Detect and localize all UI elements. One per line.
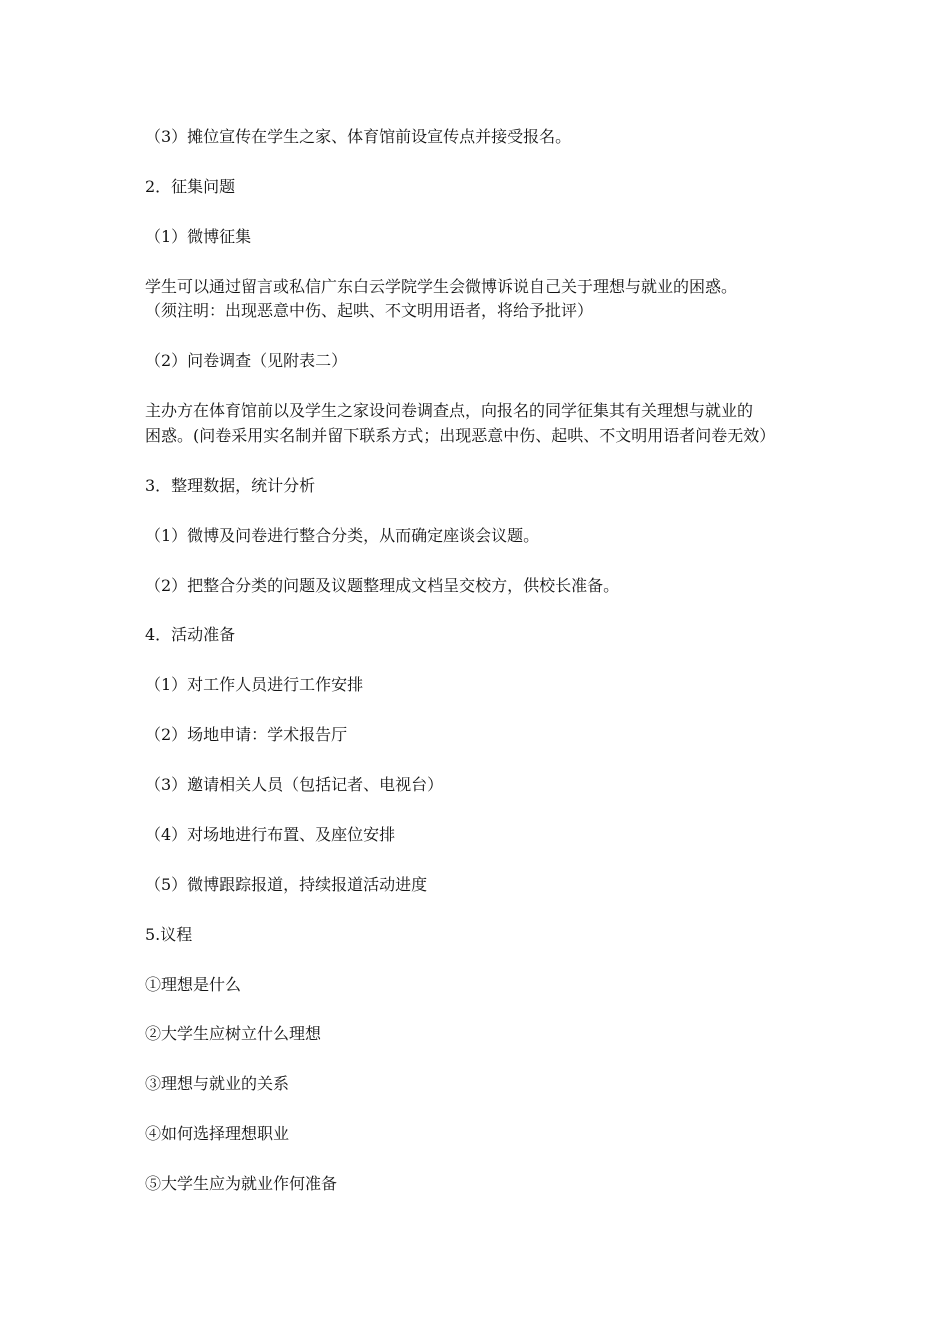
- list-item-venue-application: （2）场地申请：学术报告厅: [145, 725, 348, 744]
- heading-activity-preparation: 4．活动准备: [145, 625, 236, 644]
- paragraph-questionnaire-line2: 困惑。(问卷采用实名制并留下联系方式；出现恶意中伤、起哄、不文明用语者问卷无效）: [145, 426, 776, 445]
- agenda-item-3: ③理想与就业的关系: [145, 1074, 290, 1093]
- agenda-item-4: ④如何选择理想职业: [145, 1124, 290, 1143]
- list-item-venue-layout: （4）对场地进行布置、及座位安排: [145, 825, 396, 844]
- list-item-submit-documents: （2）把整合分类的问题及议题整理成文档呈交校方，供校长准备。: [145, 576, 620, 595]
- subheading-questionnaire: （2）问卷调查（见附表二）: [145, 351, 348, 370]
- list-item-integrate-classify: （1）微博及问卷进行整合分类，从而确定座谈会议题。: [145, 526, 540, 545]
- agenda-item-2: ②大学生应树立什么理想: [145, 1024, 322, 1043]
- subheading-weibo-collection: （1）微博征集: [145, 227, 252, 246]
- heading-data-analysis: 3．整理数据，统计分析: [145, 476, 316, 495]
- paragraph-booth-promotion: （3）摊位宣传在学生之家、体育馆前设宣传点并接受报名。: [145, 127, 572, 146]
- paragraph-weibo-note: （须注明：出现恶意中伤、起哄、不文明用语者，将给予批评）: [145, 301, 594, 320]
- paragraph-weibo-description: 学生可以通过留言或私信广东白云学院学生会微博诉说自己关于理想与就业的困惑。: [145, 277, 738, 296]
- paragraph-questionnaire-line1: 主办方在体育馆前以及学生之家设问卷调查点，向报名的同学征集其有关理想与就业的: [145, 401, 754, 420]
- list-item-staff-arrangement: （1）对工作人员进行工作安排: [145, 675, 364, 694]
- agenda-item-1: ①理想是什么: [145, 975, 242, 994]
- heading-collect-questions: 2．征集问题: [145, 177, 236, 196]
- list-item-invite-personnel: （3）邀请相关人员（包括记者、电视台）: [145, 775, 444, 794]
- agenda-item-5: ⑤大学生应为就业作何准备: [145, 1174, 338, 1193]
- heading-agenda: 5.议程: [145, 925, 193, 944]
- list-item-weibo-reporting: （5）微博跟踪报道，持续报道活动进度: [145, 875, 428, 894]
